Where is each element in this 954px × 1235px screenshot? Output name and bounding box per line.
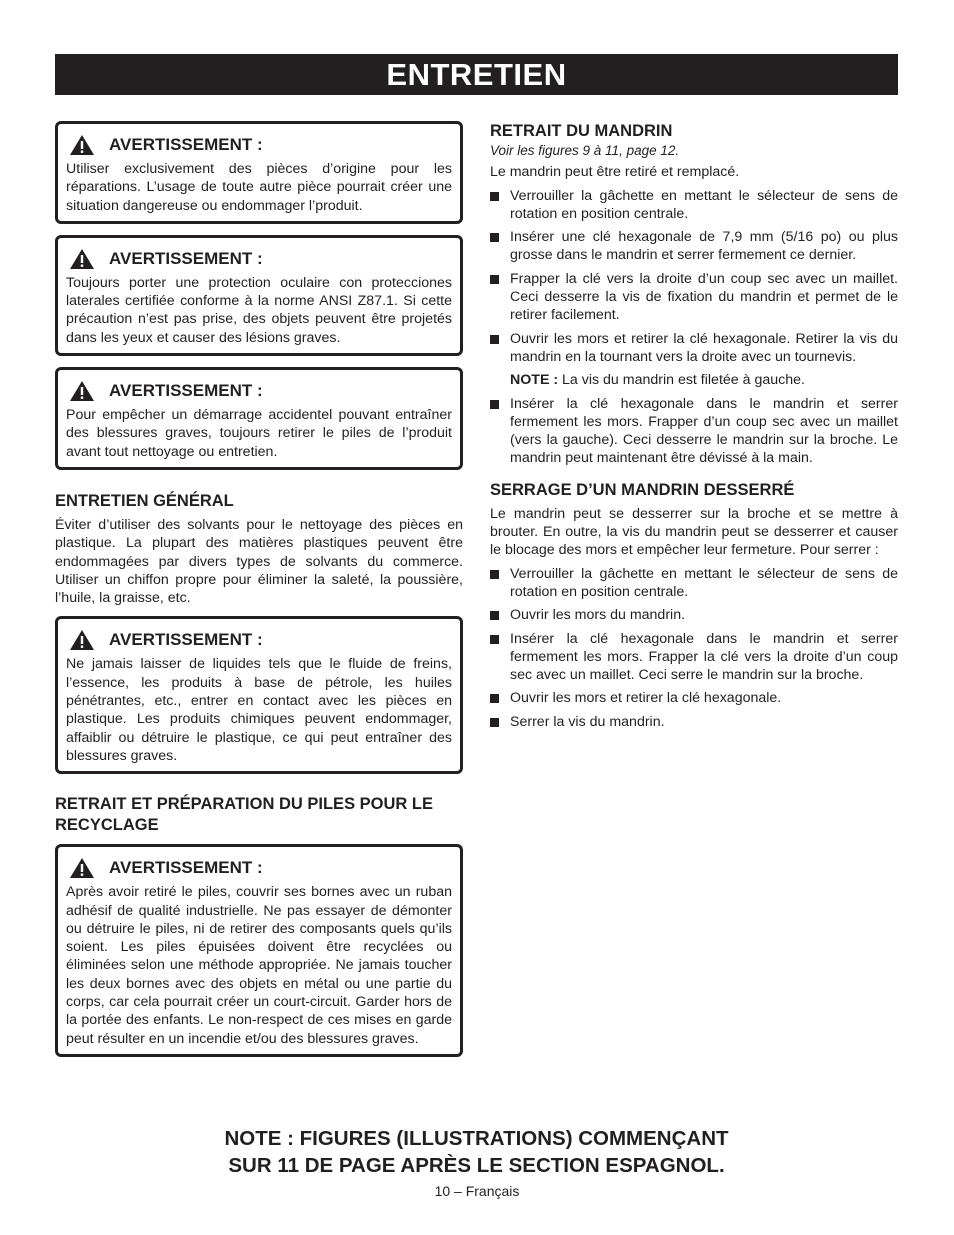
page-number: 10 – Français [434,1183,520,1199]
list-item: Frapper la clé vers la droite d’un coup sec avec un maillet. Ceci desserre la vis de fixation du mandrin et permet de le retirer facilement. [490,270,898,325]
note-label: NOTE : [510,372,559,389]
warning-label: AVERTISSEMENT : [109,381,263,401]
warning-triangle-icon [69,857,95,879]
general-maintenance-text: Éviter d’utiliser des solvants pour le nettoyage des pièces en plastique. La plupart des matières plastiques peuvent être endommagées par divers types de solvants du commerce. Utiliser un chiffon propre pour éliminer la saleté, la poussière, l’huile, la graisse, etc. [55,516,463,607]
warning-triangle-icon [69,248,95,270]
warning-box-liquids [55,616,463,774]
list-item: Insérer une clé hexagonale de 7,9 mm (5/16 po) ou plus grosse dans le mandrin et serrer fermement ce dernier. [490,228,898,265]
list-item: Ouvrir les mors et retirer la clé hexagonale. Retirer la vis du mandrin en la tournant vers la droite avec un tournevis. [490,330,898,367]
warning-label: AVERTISSEMENT : [109,858,263,878]
note-text: La vis du mandrin est filetée à gauche. [558,372,805,389]
warning-triangle-icon [69,629,95,651]
figures-note-line2: SUR 11 DE PAGE APRÈS LE SECTION ESPAGNOL. [228,1154,725,1177]
loose-chuck-heading: SERRAGE D’UN MANDRIN DESSERRÉ [490,480,795,499]
list-item: Verrouiller la gâchette en mettant le sélecteur de sens de rotation en position centrale. [490,565,898,602]
warning-box-remove-battery [55,367,463,470]
warning-text: Utiliser exclusivement des pièces d’origine pour les réparations. L’usage de toute autre pièce pourrait créer une situation dangereuse ou endommager l’produit. [66,161,452,214]
loose-chuck-intro: Le mandrin peut se desserrer sur la broche et se mettre à brouter. En outre, la vis du mandrin peut se desserrer et causer le blocage des mors et empêcher leur fermeture. Pour serrer : [490,505,898,559]
left-column [55,121,463,1068]
list-item: Serrer la vis du mandrin. [490,713,898,731]
page-title: ENTRETIEN [55,54,898,95]
warning-text: Toujours porter une protection oculaire con protecciones laterales certifiée conforme à la norme ANSI Z87.1. Si cette précaution n’est pas prise, des objets peuvent être projetés dans les yeux et causer des lésions graves. [66,274,452,346]
warning-text: Pour empêcher un démarrage accidentel pouvant entraîner des blessures graves, toujours retirer le piles de l’produit avant tout nettoyage ou entretien. [66,407,452,460]
list-item: Insérer la clé hexagonale dans le mandrin et serrer fermement les mors. Frapper la clé vers la droite d’un coup sec avec un maillet. Ceci serre le mandrin sur la broche. [490,630,898,685]
chuck-note [490,371,898,389]
figures-note-line1: NOTE : FIGURES (ILLUSTRATIONS) COMMENÇANT [224,1127,729,1150]
warning-label: AVERTISSEMENT : [109,248,263,268]
chuck-removal-final-step [490,395,898,468]
general-maintenance-heading: ENTRETIEN GÉNÉRAL [55,491,234,510]
battery-recycling-heading: RETRAIT ET PRÉPARATION DU PILES POUR LE RECYCLAGE [55,795,433,835]
warning-text: Ne jamais laisser de liquides tels que le fluide de freins, l’essence, les produits à base de pétrole, les huiles pénétrantes, etc., entrer en contact avec les pièces en plastique. Les produits chimiques peuvent endommager, affaiblir ou détruire le plastique, ce qui peut entraîner des blessures graves. [66,656,452,764]
warning-triangle-icon [69,134,95,156]
warning-label: AVERTISSEMENT : [109,630,263,650]
list-item: Verrouiller la gâchette en mettant le sélecteur de sens de rotation en position centrale. [490,187,898,224]
warning-box-eye-protection [55,235,463,356]
list-item: Ouvrir les mors et retirer la clé hexagonale. [490,689,898,707]
figure-reference: Voir les figures 9 à 11, page 12. [490,143,680,158]
chuck-removal-steps [490,187,898,367]
figures-note [55,1125,898,1179]
warning-triangle-icon [69,380,95,402]
warning-label: AVERTISSEMENT : [109,135,263,154]
list-item: Insérer la clé hexagonale dans le mandrin et serrer fermement les mors. Frapper d’un coup sec avec un maillet (vers la gauche). Ceci desserre le mandrin sur la broche. Le mandrin peut maintenant être dévissé à la main. [490,395,898,468]
chuck-removal-intro: Le mandrin peut être retiré et remplacé. [490,164,740,181]
warning-box-battery-recycling [55,844,463,1057]
loose-chuck-steps [490,565,898,731]
warning-box-original-parts [55,121,463,224]
chuck-removal-heading: RETRAIT DU MANDRIN [490,122,673,140]
warning-text: Après avoir retiré le piles, couvrir ses bornes avec un ruban adhésif de qualité industrielle. Ne pas essayer de démonter ou détruire le piles, ni de retirer des composants quels qu’ils soient. Les piles épuisées doivent être recyclées ou éliminées selon une méthode appropriée. Ne jamais toucher les deux bornes avec des objets en métal ou une partie du corps, car cela pourrait créer un court-circuit. Garder hors de la portée des enfants. Le non-respect de ces mises en garde peut résulter en un incendie et/ou des blessures graves. [66,884,452,1047]
list-item: Ouvrir les mors du mandrin. [490,606,898,624]
right-column [490,121,898,736]
